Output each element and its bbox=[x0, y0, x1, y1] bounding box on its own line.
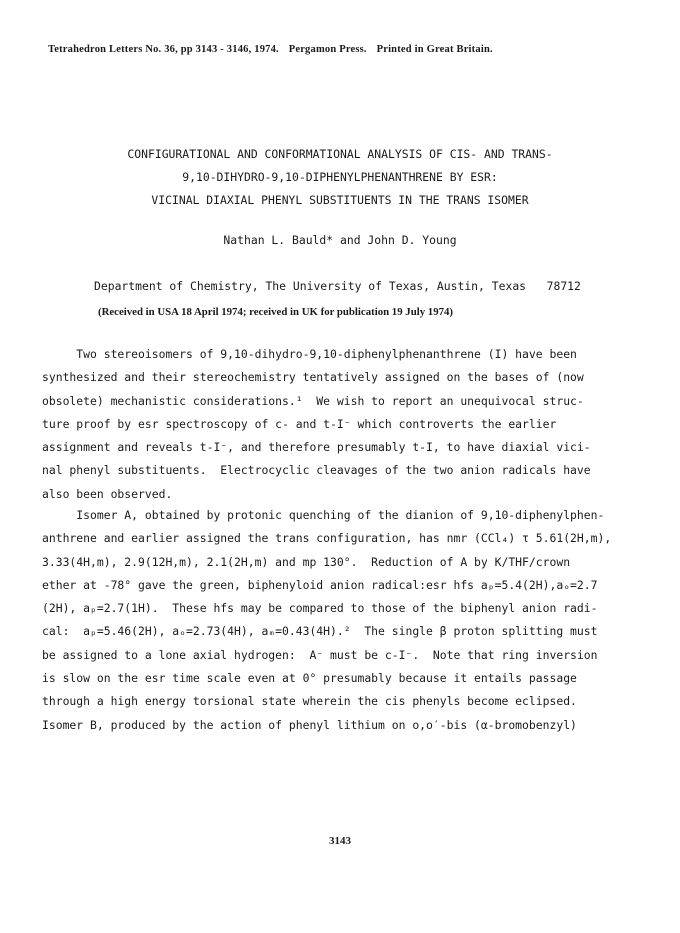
text-line: Isomer A, obtained by protonic quenching of the dianion of 9,10-diphenylphen- bbox=[42, 508, 605, 522]
text-line: ether at -78° gave the green, biphenyloid anion radical:esr hfs aₚ=5.4(2H),aₒ=2.7 bbox=[42, 577, 598, 592]
publisher: Pergamon Press. bbox=[288, 44, 367, 55]
text-line: assignment and reveals t-I⁻, and therefore presumably t-I, to have diaxial vici- bbox=[42, 440, 591, 455]
text-line: also been observed. bbox=[42, 486, 173, 501]
text-line: obsolete) mechanistic considerations.¹ We wish to report an unequivocal struc- bbox=[42, 393, 584, 408]
title-line-1: CONFIGURATIONAL AND CONFORMATIONAL ANALYSIS OF CIS- AND TRANS- bbox=[127, 147, 553, 161]
text-line: Two stereoisomers of 9,10-dihydro-9,10-diphenylphenanthrene (I) have been bbox=[42, 347, 577, 361]
text-line: synthesized and their stereochemistry tentatively assigned on the bases of (now bbox=[42, 370, 584, 385]
text-line: anthrene and earlier assigned the trans configuration, has nmr (CCl₄) τ 5.61(2H,m), bbox=[42, 531, 612, 546]
text-line: through a high energy torsional state wherein the cis phenyls become eclipsed. bbox=[42, 694, 577, 709]
printed-note: Printed in Great Britain. bbox=[376, 44, 493, 55]
affiliation: Department of Chemistry, The University of Texas, Austin, Texas 78712 bbox=[94, 279, 581, 293]
text-line: 3.33(4H,m), 2.9(12H,m), 2.1(2H,m) and mp 130°. Reduction of A by K/THF/crown bbox=[42, 554, 571, 569]
text-line: ture proof by esr spectroscopy of c- and t-I⁻ which controverts the earlier bbox=[42, 416, 557, 431]
title-line-2: 9,10-DIHYDRO-9,10-DIPHENYLPHENANTHRENE BY ESR: bbox=[182, 170, 498, 184]
text-line: be assigned to a lone axial hydrogen: A⁻ must be c-I⁻. Note that ring inversion bbox=[42, 647, 598, 662]
running-header bbox=[48, 44, 648, 55]
paragraph-1 bbox=[42, 343, 642, 506]
text-line: is slow on the esr time scale even at 0° presumably because it entails passage bbox=[42, 671, 577, 686]
authors: Nathan L. Bauld* and John D. Young bbox=[223, 233, 457, 247]
text-line: (2H), aₚ=2.7(1H). These hfs may be compared to those of the biphenyl anion radi- bbox=[42, 601, 598, 616]
received-dates: (Received in USA 18 April 1974; received in UK for publication 19 July 1974) bbox=[98, 306, 453, 318]
paragraph-2 bbox=[42, 504, 642, 737]
title-line-3: VICINAL DIAXIAL PHENYL SUBSTITUENTS IN THE TRANS ISOMER bbox=[151, 193, 529, 207]
text-line: nal phenyl substituents. Electrocyclic cleavages of the two anion radicals have bbox=[42, 463, 591, 478]
journal-citation: Tetrahedron Letters No. 36, pp 3143 - 3146, 1974. bbox=[48, 44, 279, 55]
text-line: Isomer B, produced by the action of phenyl lithium on o,o′-bis (α-bromobenzyl) bbox=[42, 717, 577, 732]
text-line: cal: aₚ=5.46(2H), aₒ=2.73(4H), aₘ=0.43(4H).² The single β proton splitting must bbox=[42, 624, 598, 639]
page-number: 3143 bbox=[329, 835, 351, 847]
